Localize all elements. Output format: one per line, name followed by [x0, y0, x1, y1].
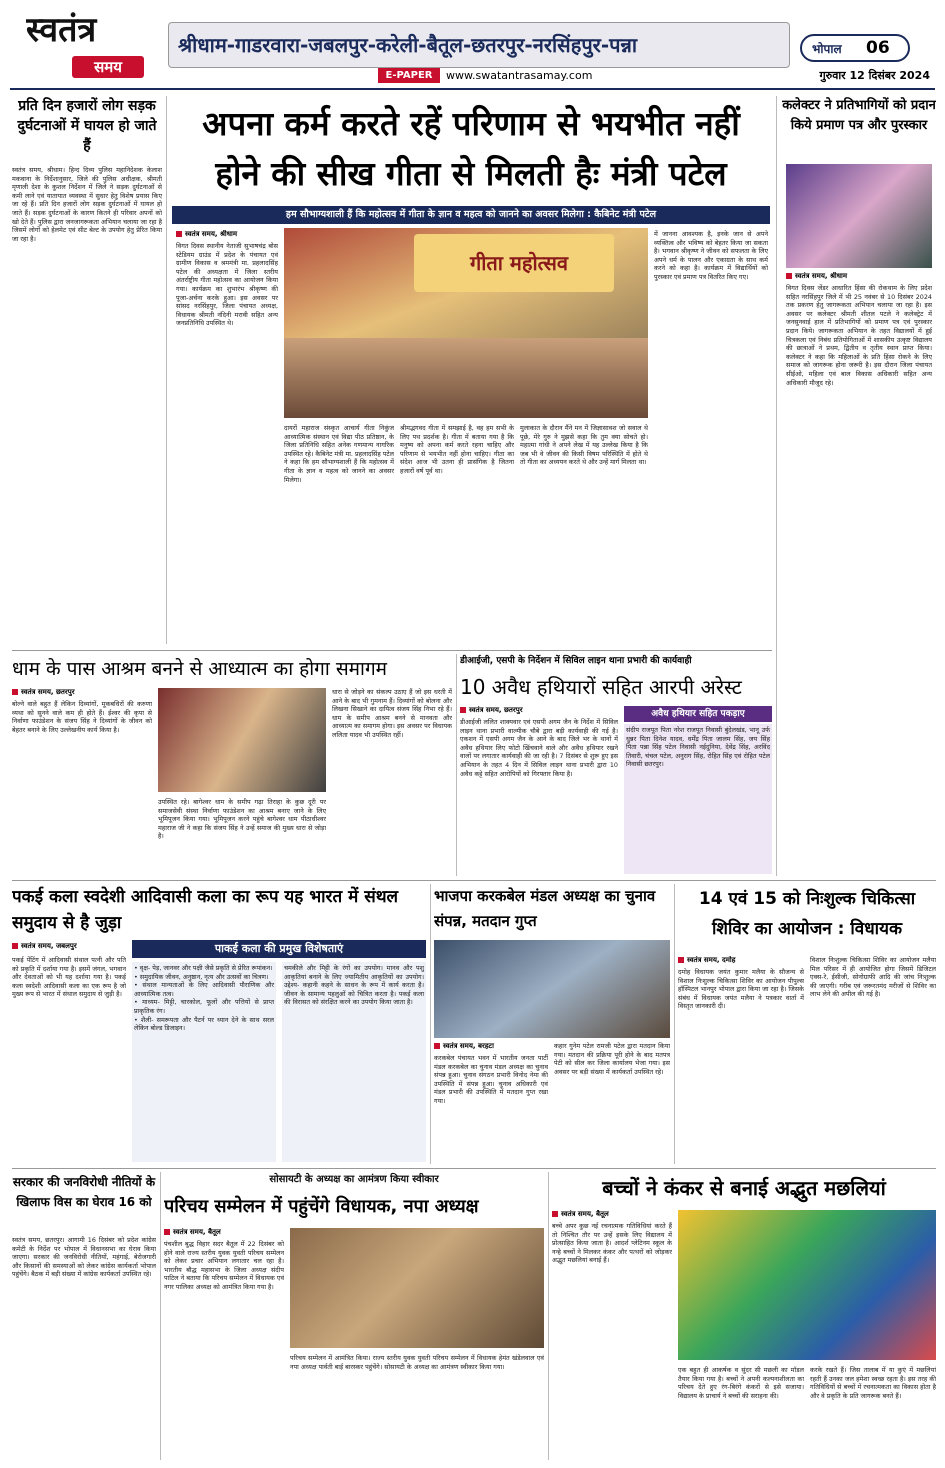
section-rule	[12, 1168, 936, 1169]
pebbles-headline: बच्चों ने कंकर से बनाई अद्भुत मछलियां	[602, 1176, 886, 1200]
pebbles-story	[552, 1172, 936, 1460]
arms-box-title: अवैध हथियार सहित पकड़ाए	[651, 709, 745, 719]
city-list: श्रीधाम-गाडरवारा-जबलपुर-करेली-बैतूल-छतरपुर-नरसिंहपुर-पन्ना	[178, 33, 638, 57]
pebbles-byline-text: स्वतंत्र समय, बैतूल	[561, 1210, 609, 1218]
pebbles-photo	[678, 1210, 936, 1360]
byline-marker	[12, 689, 18, 695]
right-top-story	[782, 96, 936, 876]
divider	[160, 1172, 161, 1460]
bjp-story	[434, 884, 670, 1164]
ashram-story	[12, 654, 452, 876]
ashram-headline: धाम के पास आश्रम बनने से आध्यात्म का होगा समागम	[12, 658, 388, 680]
arms-box-title-bar	[624, 706, 772, 722]
section-rule	[12, 880, 936, 881]
divider	[166, 96, 167, 644]
lead-headline-2: होने की सीख गीता से मिलती हैः मंत्री पटेल	[215, 154, 727, 193]
lead-col-4: मुलाकात के दौरान मैंने मन में जिज्ञासावश जो सवाल थे पूछे, मेरे गुरु ने मुझसे कहा कि तुम क्या सोचते हो। महात्मा गांधी ने अपने लेख में यह उल्लेख किया है कि जब भी वे जीवन की किसी विषम परिस्थिति में होते थे तो गीता का अध्ययन करते थे और उन्हें मार्ग मिलता था।	[520, 424, 648, 467]
byline-marker	[552, 1211, 558, 1217]
logo-top: स्वतंत्र	[26, 10, 97, 50]
opposition-body: स्वतंत्र समय, छतरपुर। आगामी 16 दिसंबर को प्रदेश कांग्रेस कमेटी के निर्देश पर भोपाल में विधानसभा का घेराव किया जाएगा। सरकार की जनविरोधी नीतियों, महंगाई, बेरोजगारी और किसानों की समस्याओं को लेकर कांग्रेस कार्यकर्ता भोपाल पहुंचेंगे। बैठक में बड़ी संख्या में कांग्रेस कार्यकर्ता उपस्थित रहे।	[12, 1236, 156, 1279]
society-col-1: पंचशील बुद्ध विहार सदर बैतूल में 22 दिसंबर को होने वाले राज्य स्तरीय युवक युवती परिचय सम्मेलन को लेकर प्रचार अभियान लगातार चल रहा है। भारतीय बौद्ध महासभा के जिला अध्यक्ष संदीप पाटिल ने बताया कि परिचय सम्मेलन में विधायक एवं नगर पालिका अध्यक्ष को आमंत्रित किया गया है।	[164, 1240, 284, 1291]
lead-subhead: हम सौभाग्यशाली हैं कि महोत्सव में गीता के ज्ञान व महत्व को जानने का अवसर मिलेगा : कैबिनेट मंत्री पटेल	[285, 209, 657, 220]
byline-marker	[678, 957, 684, 963]
health-byline-text: स्वतंत्र समय, दमोह	[687, 956, 736, 964]
lead-byline-text: स्वतंत्र समय, श्रीधाम	[185, 230, 238, 238]
divider	[674, 884, 675, 1164]
divider	[776, 96, 777, 876]
byline-marker	[12, 943, 18, 949]
pebbles-col-1: बच्चे अपर कुछ नई रचनात्मक गतिविधियां करते हैं तो निश्चित तौर पर उन्हें इसके लिए विद्यालय में प्रोत्साहित किया जाता है। आदर्श प्लेटिनम स्कूल के नन्हे बच्चों ने मिलकर कंकर और पत्थरों को जोड़कर अद्भुत मछलियां बनाई हैं।	[552, 1222, 672, 1265]
tribal-point: • समुदायिक जीवन, अनुष्ठान, नृत्य और उत्सवों का चित्रण।	[134, 972, 269, 981]
lead-subhead-bar	[172, 206, 770, 224]
society-byline-text: स्वतंत्र समय, बैतूल	[173, 1228, 221, 1236]
section-rule	[12, 650, 772, 651]
masthead-rule	[10, 88, 935, 90]
lead-story	[172, 96, 770, 646]
arms-byline	[460, 706, 610, 716]
issue-date: गुरुवार 12 दिसंबर 2024	[819, 69, 930, 82]
tribal-point: • वृक्ष- पेड़, जानवर और पक्षी जैसे प्रकृति से प्रेरित रूपांकन।	[134, 964, 273, 972]
divider	[430, 884, 431, 1164]
masthead	[0, 0, 945, 88]
byline-marker	[460, 707, 466, 713]
left-top-story	[12, 96, 162, 644]
epaper-badge	[378, 68, 440, 83]
right-top-byline-text: स्वतंत्र समय, श्रीधाम	[795, 272, 848, 280]
ashram-byline-text: स्वतंत्र समय, छतरपुर	[21, 688, 75, 696]
tribal-box-title-bar	[132, 940, 426, 958]
lead-col-1: विगत दिवस स्थानीय नेताजी सुभाषचंद्र बोस स्टेडियम ग्राउंड में प्रदेश के पंचायत एवं ग्रामीण विकास व श्रममंत्री मा. प्रहलादसिंह पटेल की अध्यक्षता में जिला स्तरीय अंतर्राष्ट्रीय गीता महोत्सव का आयोजन किया गया। कार्यक्रम का शुभारंभ श्रीकृष्ण की पूजा-अर्चना करके हुआ। इस अवसर पर सांसद नरसिंहपुर, जिला पंचायत अध्यक्ष, विधायक श्रीमती नंदिनी मरावी सहित अन्य जनप्रतिनिधि उपस्थित थे।	[176, 242, 278, 328]
page-number: 06	[866, 38, 890, 58]
tribal-headline: पकई कला स्वदेशी आदिवासी कला का रूप यह भारत में संथल समुदाय से है जुड़ा	[12, 887, 399, 933]
divider	[456, 654, 457, 876]
society-photo	[290, 1228, 544, 1348]
edition: भोपाल	[812, 42, 842, 56]
arms-headline: 10 अवैध हथियारों सहित आरपी अरेस्ट	[460, 675, 742, 699]
lead-headline-1: अपना कर्म करते रहें परिणाम से भयभीत नहीं	[202, 104, 740, 143]
left-top-headline: प्रति दिन हजारों लोग सड़क दुर्घटनाओं में घायल हो जाते हैं	[17, 98, 157, 154]
tribal-story	[12, 884, 426, 1164]
arms-body: डीआईजी ललित शाक्यवार एवं एसपी अगम जैन के निर्देश में सिविल लाइन थाना प्रभारी वाल्मीक चौबे द्वारा बड़ी कार्यवाही की गई है। एकशन में एसपी अगम जैन के आने के बाद जिले भर के थानों में अवैध हथियार लिए फोटो खिंचवाने वाले और अवैध हथियार रखने वालों पर लगातार कार्यवाही की जा रही है। 7 दिसंबर से शुरू हुए इस अभियान के तहत 4 दिन में सिविल लाइन थाना प्रभारी द्वारा 10 अवैध कट्टे सहित आरोपियों को गिरफ्तार किया है।	[460, 718, 618, 778]
website[interactable]: www.swatantrasamay.com	[446, 69, 593, 82]
ashram-col-3: धारा से जोड़ने का संकल्प उठाए हैं जो इस धरती में आने के बाद भी गुमनाम हैं। दिव्यांगों को बोलना और लिखना सिखाने का दायित्व संजय सिंह निभा रहे हैं। धाम के समीप आश्रम बनने से मानवता और आध्यात्म का समागम होगा। इस अवसर पर विधायक ललिता यादव भी उपस्थित रहीं।	[332, 688, 452, 739]
ashram-byline	[12, 688, 162, 698]
tribal-points-a	[132, 962, 276, 1162]
audience-row	[284, 338, 648, 418]
arms-kicker: डीआईजी, एसपी के निर्देशन में सिविल लाइन थाना प्रभारी की कार्यवाही	[460, 656, 692, 666]
lead-col-5: में जानना आवश्यक है, इनके जान से अपने व्यक्तित्व और भविष्य को बेहतर किया जा सकता है। भगवान श्रीकृष्ण ने जीवन को सफलता के लिए अपने धर्म के पालन और एकाग्रता के साथ कर्म करने को कहा है। कार्यक्रम में विद्यार्थियों को पुरस्कार एवं प्रमाण पत्र वितरित किए गए।	[654, 230, 768, 281]
arms-story	[460, 654, 772, 876]
pebbles-byline	[552, 1210, 672, 1220]
bjp-col-2: कहार गुनेम पटेल रामजी पटेल द्वारा मतदान किया गया। मतदान की प्रक्रिया पूरी होने के बाद मतपत्र पेटी को सील कर जिला कार्यालय भेजा गया। इस अवसर पर बड़ी संख्या में कार्यकर्ता उपस्थित रहे।	[554, 1042, 670, 1076]
health-col-2: विशाल निःशुल्क चिकित्सा शिविर का आयोजन मलैया मिल परिसर में ही आयोजित होगा जिसमें डिजिटल एक्स-रे, ईसीजी, सोनोग्राफी आदि की जांच निःशुल्क की जाएगी। गरीब एवं जरूरतमंद मरीजों से शिविर का लाभ लेने की अपील की गई है।	[810, 956, 936, 999]
byline-marker	[434, 1043, 440, 1049]
society-headline: परिचय सम्मेलन में पहुंचेंगे विधायक, नपा अध्यक्ष	[164, 1196, 479, 1217]
tribal-col-1: पकई पेंटिंग में आदिवासी संथाल पत्नी और पति को प्रकृति में दर्शाया गया है। इसमें जंगल, भगवान और देवताओं को भी यह दर्शाया गया है। पकई कला स्वदेशी आदिवासी कला का एक रूप है जो मुख्य रूप से भारत में संथाल समुदाय से जुड़ी है।	[12, 956, 126, 999]
tribal-point: • संथाल मान्यताओं के लिए आदिवासी पौराणिक और आध्यात्मिक तत्व।	[134, 981, 274, 998]
society-byline	[164, 1228, 284, 1238]
ashram-col-1: बोल्ने वाले बहुत हैं लेकिन दिव्यांगों, मूकबधिरों की करुणा व्यथा को सुनने वाले कम ही होते हैं। ईश्वर की कृपा से निर्वाणा फाउंडेशन के संजय सिंह ने दिव्यांगों के जीवन को बेहतर बनाने के लिए उल्लेखनीय कार्य किया है।	[12, 700, 152, 734]
left-top-body: स्वतंत्र समय, श्रीधाम। हिन्द दिव्य पुलिस महानिदेशक केलाश मकवाना के निर्देशानुसार, जिले की पुलिस अधीक्षक, श्रीमती मृणाली देशा के कुशल निर्देशन में जिले ने सड़क दुर्घटनाओं से कमी लाने एवं यातायात व्यवस्था में सुधार हेतु विशेष प्रयास किए जा रहे हैं। प्रति दिन हजारों लोग सड़क दुर्घटनाओं में घायल हो जाते हैं। सड़क दुर्घटनाओं के कारण कितने ही परिवार अपनों को खो देते हैं। पुलिस द्वारा जनजागरूकता अभियान चलाया जा रहा है जिसमें लोगों को हेलमेट एवं सीट बेल्ट के उपयोग हेतु प्रेरित किया जा रहा है।	[12, 166, 162, 243]
tribal-box-title: पाकई कला की प्रमुख विशेषताएं	[214, 942, 344, 955]
arms-box-body: संदीप राजपूत पिता नरेश राजपूत निवासी बुंदेलखंड, भानू उर्फ धुन्नर पिता दिनेश यादव, धर्मेंद्र पिता जालम सिंह, जय सिंह पिता पन्ना सिंह पटेल निवासी नईदुनिया, देवेंद्र सिंह, अरविंद तिवारी, चंचल पटेल, अनुराग सिंह, रोहित सिंह एवं रोहित पटेल निवासी छतरपुर।	[624, 724, 772, 874]
epaper-label: E-PAPER	[385, 70, 433, 81]
tribal-point: • माध्यम- मिट्टी, चारकोल, फूलों और पत्तियों से प्राप्त प्राकृतिक रंग।	[134, 998, 274, 1015]
health-story	[678, 884, 936, 1164]
society-kicker: सोसायटी के अध्यक्ष का आमंत्रण किया स्वीकार	[269, 1174, 439, 1185]
pebbles-col-2: एक बहुत ही आकर्षक व सुंदर सी मछली का मॉडल तैयार किया गया है। बच्चों ने अपनी कल्पनाशीलता का परिचय देते हुए रंग-बिरंगे कंकरों से इसे सजाया। विद्यालय के प्राचार्य ने बच्चों की सराहना की।	[678, 1366, 804, 1400]
bjp-photo	[434, 940, 670, 1038]
society-col-2: परिचय सम्मेलन में आमंत्रित किया। राज्य स्तरीय युवक युवती परिचय सम्मेलन में विधायक हेमंत खंडेलवाल एवं नपा अध्यक्ष पार्वती बाई बारस्कर पहुंचेंगे। सोसायटी के अध्यक्ष का आमंत्रण स्वीकार किया गया।	[290, 1354, 544, 1371]
health-col-1: दमोह विधायक जयंत कुमार मलैया के सौजन्य से विशाल निःशुल्क चिकित्सा शिविर का आयोजन पीपुल्स हॉस्पिटल भानपुर भोपाल द्वारा किया जा रहा है। जिसके संबंध में विधायक जयंत मलैया ने पत्रकार वार्ता में विस्तृत जानकारी दी।	[678, 968, 804, 1011]
opposition-headline: सरकार की जनविरोधी नीतियों के खिलाफ विस का घेराव 16 को	[12, 1175, 156, 1209]
divider	[548, 1172, 549, 1460]
right-top-body: विगत दिवस जेंडर आधारित हिंसा की रोकथाम के लिए प्रदेश सहित नरसिंहपुर जिले में भी 25 नवंबर से 10 दिसंबर 2024 तक प्रकरण हेतु जागरूकता अभियान चलाया जा रहा है। इस अवसर पर कलेक्टर श्रीमती शीतल पटले ने कलेक्ट्रेट में जनसुनवाई हाल में प्रतिभागियों को प्रमाण पत्र एवं पुरस्कार प्रदान किये। जागरूकता अभियान के तहत विद्यालयों में हुई चित्रकला एवं निबंध प्रतियोगिताओं में शासकीय उत्कृष्ट विद्यालय की छात्राओं ने प्रथम, द्वितीय व तृतीय स्थान प्राप्त किया। कलेक्टर ने कहा कि महिलाओं के प्रति हिंसा रोकने के लिए समाज को जागरूक होना जरूरी है। इस दौरान जिला पंचायत सीईओ, महिला एवं बाल विकास अधिकारी सहित अन्य अधिकारी मौजूद रहे।	[786, 284, 932, 387]
bjp-byline	[434, 1042, 550, 1052]
stage-text: गीता महोत्सव	[469, 251, 569, 275]
logo-bottom-badge	[72, 56, 144, 78]
bjp-headline: भाजपा करकबेल मंडल अध्यक्ष का चुनाव संपन्न, मतदान गुप्त	[434, 887, 656, 930]
opposition-story	[12, 1172, 156, 1460]
tribal-points-b: चमकीले और मिट्टी के रंगों का उपयोग। मानव और पशु आकृतियां बनाने के लिए ज्यामितीय आकृतियों का उपयोग। उद्देश्य- कहानी कहने के साधन के रूप में कार्य करता है। जीवन के सामान्य पहलुओं को चित्रित करता है। पकई कला की विरासत को संरक्षित करने का उपयोग किया जाता है।	[282, 962, 426, 1162]
tribal-byline-text: स्वतंत्र समय, जबलपुर	[21, 942, 77, 950]
byline-marker	[164, 1229, 170, 1235]
health-headline: 14 एवं 15 को निःशुल्क चिकित्सा शिविर का आयोजन : विधायक	[698, 889, 916, 939]
society-story	[164, 1172, 544, 1460]
arms-byline-text: स्वतंत्र समय, छतरपुर	[469, 706, 523, 714]
award-photo	[786, 164, 932, 268]
ashram-photo	[158, 688, 326, 792]
lead-col-2: दायरों महाराज संस्कृत आचार्य गीता निकुंज आध्यात्मिक संस्थान एवं विद्या पीठ प्रतिष्ठान, के जिला प्रतिनिधि सहित अनेक गणमान्य नागरिक उपस्थित रहे। कैबिनेट मंत्री मा. प्रहलादसिंह पटेल ने कहा कि हम सौभाग्यशाली हैं कि महोत्सव में गीता के ज्ञान व महत्व को जानने का अवसर मिलेगा।	[284, 424, 394, 484]
byline-marker	[786, 273, 792, 279]
logo-bottom: समय	[94, 58, 122, 76]
bjp-col-1: करकबेल पंचायत भवन में भारतीय जनता पार्टी मंडल करकबेल का चुनाव मंडल अध्यक्ष का चुनाव संपन्न हुआ। चुनाव संगठन प्रभारी विनोद नेमा की उपस्थिति में संपन्न हुआ। चुनाव अधिकारी एवं मंडल प्रभारी की उपस्थिति में मतदान गुप्त रखा गया।	[434, 1054, 548, 1105]
ashram-col-2: उपस्थित रहे। बागेश्वर धाम के समीप गढ़ा तिराहा के कुछ दूरी पर समाजसेवी संस्था निर्वाणा फाउंडेशन का आश्रम बनाए जाने के लिए भूमिपूजन किया गया। भूमिपूजन करने पहुंचे बागेश्वर धाम पीठाधीश्वर महाराज जी ने कहा कि संजय सिंह ने उन्हें समाज की मुख्य धारा से जोड़ा है।	[158, 798, 326, 841]
tribal-point: • शैली- समरूपता और पैटर्न पर ध्यान देने के साथ सरल लेकिन बोल्ड डिजाइन।	[134, 1015, 274, 1033]
byline-marker	[176, 231, 182, 237]
right-top-byline	[786, 272, 932, 282]
pebbles-col-3: करके रखते हैं। जिस तालाब में या कुएं में मछलियां रहती हैं उनका जल हमेशा स्वच्छ रहता है। इस तरह की गतिविधियों से बच्चों में रचनात्मकता का विकास होता है और वे प्रकृति के प्रति जागरूक बनते हैं।	[810, 1366, 936, 1400]
lead-stage-photo	[284, 228, 648, 418]
bjp-byline-text: स्वतंत्र समय, बरहटा	[443, 1042, 494, 1050]
health-byline	[678, 956, 804, 966]
right-top-headline: कलेक्टर ने प्रतिभागियों को प्रदान किये प्रमाण पत्र और पुरस्कार	[782, 98, 936, 133]
lead-col-3: श्रीमद्भगवद गीता में समझाई है, वह हम सभी के लिए पथ प्रदर्शक है। गीता में बताया गया है कि मनुष्य को अपना कर्म करते रहना चाहिए और परिणाम से भयभीत नहीं होना चाहिए। गीता का संदेश आज भी उतना ही प्रासंगिक है जितना हजारों वर्ष पूर्व था।	[400, 424, 514, 475]
